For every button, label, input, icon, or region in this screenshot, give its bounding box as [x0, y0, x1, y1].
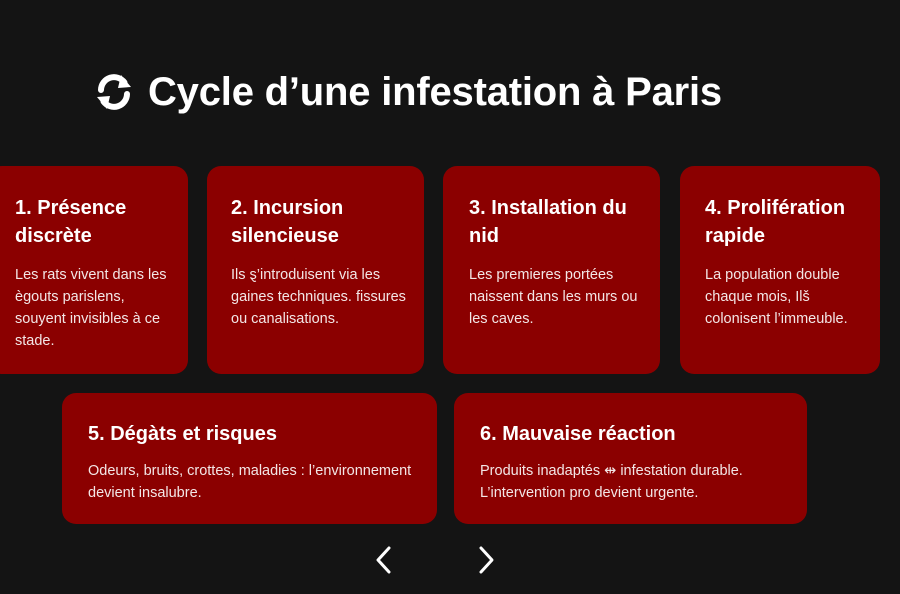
step-description: Odeurs, bruits, crottes, maladies : l’environnement devient insalubre.: [88, 463, 412, 501]
step-title: 1. Présence discrète: [15, 197, 127, 247]
page-title: [94, 62, 722, 122]
step-description: Produits inadaptés ⇹ infestation durable. L’intervention pro devient urgente.: [480, 463, 743, 501]
step-card-4: [680, 166, 880, 374]
step-title: 6. Mauvaise réaction: [480, 423, 676, 445]
step-description: Ils ȿ’introduisent via les gaines techniques. fissures ou canalisations.: [231, 267, 406, 327]
step-description: Les rats vivent dans les ègouts parislens, souyent invisibles à ce stade.: [15, 267, 167, 349]
step-title: 2. Incursion silencieuse: [231, 197, 344, 247]
step-card-2: [207, 166, 424, 374]
step-card-1: [0, 166, 188, 374]
step-title: 5. Dégàts et risques: [88, 423, 277, 445]
next-slide-button[interactable]: [468, 542, 504, 578]
refresh-cycle-icon: [94, 72, 134, 112]
chevron-right-icon: [476, 545, 496, 575]
step-card-3: [443, 166, 660, 374]
step-card-5: [62, 393, 437, 524]
previous-slide-button[interactable]: [366, 542, 402, 578]
step-card-6: [454, 393, 807, 524]
step-description: Les premieres portées naissent dans les murs ou les caves.: [469, 267, 638, 327]
chevron-left-icon: [374, 545, 394, 575]
step-title: 4. Prolifération rapide: [705, 197, 846, 247]
step-description: La population double chaque mois, Ilš colonisent l’immeuble.: [705, 267, 848, 327]
page-title-text: Cycle d’une infestation à Paris: [148, 69, 722, 114]
step-title: 3. Installation du nid: [469, 197, 627, 247]
